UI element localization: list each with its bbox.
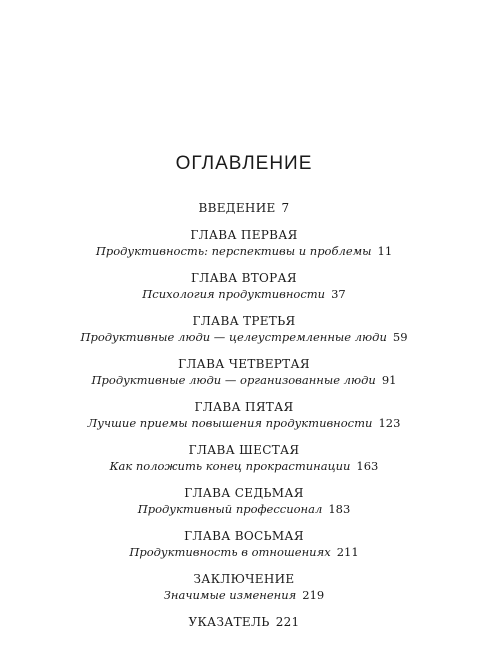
toc-subtitle: Психология продуктивности (142, 287, 326, 301)
toc-subtitle-line (0, 501, 488, 517)
toc-entry-index (0, 614, 488, 630)
toc-subtitle-line (0, 243, 488, 259)
toc-heading: ГЛАВА СЕДЬМАЯ (184, 486, 304, 500)
toc-entry-chapter-3 (0, 313, 488, 345)
toc-heading: ГЛАВА ТРЕТЬЯ (192, 314, 296, 328)
toc-page-number: 211 (336, 545, 359, 559)
toc-subtitle-line (0, 458, 488, 474)
toc-page-number: 91 (381, 373, 397, 387)
toc-page-number: 59 (392, 330, 408, 344)
toc-page-number: 7 (281, 201, 290, 215)
toc-subtitle: Продуктивность в отношениях (129, 545, 331, 559)
toc-page-number: 221 (275, 615, 300, 629)
toc-subtitle-line (0, 329, 488, 345)
toc-subtitle: Продуктивный профессионал (137, 502, 323, 516)
toc-heading: ГЛАВА ПЕРВАЯ (190, 228, 298, 242)
toc-heading: ГЛАВА ПЯТАЯ (194, 400, 294, 414)
toc-entry-conclusion (0, 571, 488, 603)
toc-page-number: 183 (328, 502, 351, 516)
toc-page-number: 219 (302, 588, 325, 602)
toc-subtitle-line (0, 415, 488, 431)
toc-page-number: 163 (356, 459, 379, 473)
toc-entry-chapter-5 (0, 399, 488, 431)
toc-heading-line (0, 200, 488, 216)
toc-subtitle: Лучшие приемы повышения продуктивности (87, 416, 373, 430)
toc-subtitle: Как положить конец прокрастинации (109, 459, 351, 473)
toc-subtitle: Продуктивные люди — целеустремленные люди (80, 330, 387, 344)
toc-heading-line (0, 614, 488, 630)
toc-subtitle-line (0, 286, 488, 302)
toc-page-number: 11 (377, 244, 393, 258)
toc-subtitle: Продуктивность: перспективы и проблемы (95, 244, 372, 258)
toc-heading: ГЛАВА ВОСЬМАЯ (184, 529, 304, 543)
toc-heading: ГЛАВА ШЕСТАЯ (188, 443, 300, 457)
table-of-contents (0, 200, 488, 641)
toc-page-number: 123 (378, 416, 401, 430)
toc-heading: ГЛАВА ЧЕТВЕРТАЯ (178, 357, 310, 371)
toc-entry-chapter-1 (0, 227, 488, 259)
toc-heading: ВВЕДЕНИЕ (198, 201, 276, 215)
toc-page-number: 37 (331, 287, 346, 301)
toc-entry-chapter-7 (0, 485, 488, 517)
toc-entry-chapter-8 (0, 528, 488, 560)
toc-subtitle-line (0, 587, 488, 603)
toc-entry-introduction (0, 200, 488, 216)
toc-subtitle-line (0, 544, 488, 560)
toc-subtitle: Продуктивные люди — организованные люди (91, 373, 376, 387)
page-title: ОГЛАВЛЕНИЕ (175, 152, 313, 174)
toc-subtitle: Значимые изменения (163, 588, 297, 602)
toc-heading: ГЛАВА ВТОРАЯ (191, 271, 297, 285)
toc-entry-chapter-2 (0, 270, 488, 302)
toc-subtitle-line (0, 372, 488, 388)
toc-entry-chapter-4 (0, 356, 488, 388)
toc-heading: ЗАКЛЮЧЕНИЕ (193, 572, 295, 586)
toc-entry-chapter-6 (0, 442, 488, 474)
toc-heading: УКАЗАТЕЛЬ (188, 615, 270, 629)
